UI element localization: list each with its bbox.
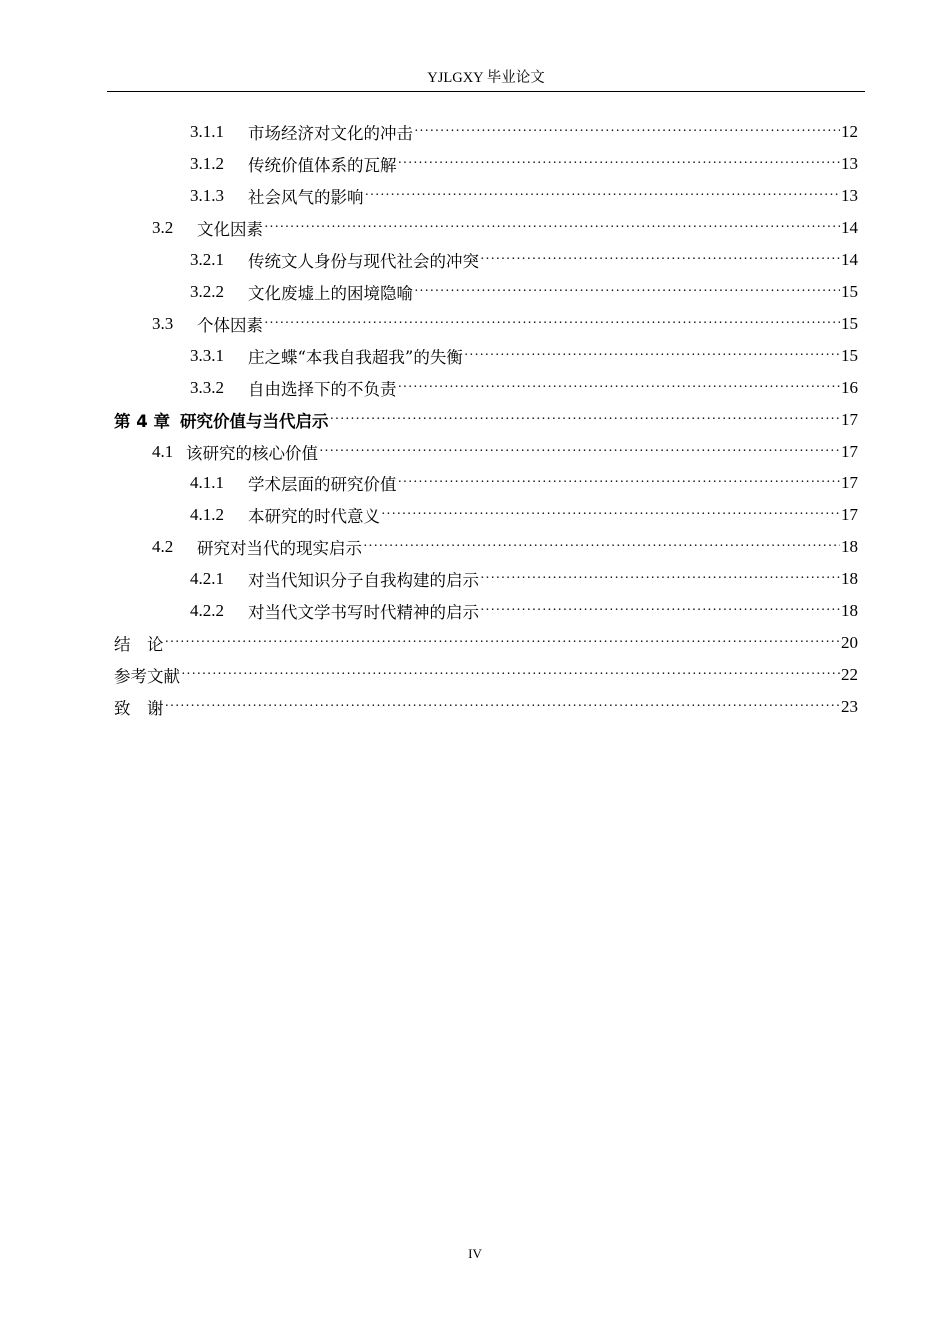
- toc-entry-number: 4.2.1: [190, 569, 224, 589]
- toc-entry: [114, 692, 858, 722]
- toc-entry: [190, 277, 858, 307]
- toc-entry-number: 4.2: [152, 537, 174, 557]
- dot-leader: [381, 507, 840, 523]
- dot-leader: [264, 220, 840, 236]
- toc-entry-number: 4.1.1: [190, 473, 224, 493]
- toc-entry: [190, 149, 858, 179]
- toc-entry-title: 文化因素: [197, 219, 263, 239]
- toc-entry: [190, 181, 858, 211]
- toc-entry-page: 18: [841, 601, 858, 621]
- toc-entry-number: 3.3.1: [190, 345, 224, 365]
- toc-entry-number: 3.1.1: [190, 122, 224, 141]
- dot-leader: [398, 156, 841, 172]
- dot-leader: [464, 348, 840, 364]
- toc-entry: [190, 500, 858, 530]
- dot-leader: [330, 412, 841, 428]
- toc-entry-title: 个体因素: [197, 315, 263, 335]
- toc-entry-title: 该研究的核心价值: [186, 443, 318, 463]
- toc-entry-page: 23: [841, 697, 858, 717]
- dot-leader: [363, 539, 840, 555]
- toc-entry-title: 结 论: [114, 635, 164, 655]
- dot-leader: [181, 667, 840, 683]
- toc-entry: [152, 532, 858, 562]
- toc-entry-title: 本研究的时代意义: [248, 507, 380, 527]
- toc-entry: [152, 309, 858, 339]
- page-header: YJLGXY 毕业论文: [427, 70, 545, 86]
- toc-entry: [190, 245, 858, 275]
- toc-entry-page: 17: [841, 505, 858, 525]
- toc-entry-number: 4.2.2: [190, 601, 224, 621]
- toc-entry-number: 3.2.1: [190, 249, 224, 269]
- dot-leader: [165, 699, 841, 715]
- toc-entry-number: 3.2.2: [190, 281, 224, 301]
- dot-leader: [414, 284, 840, 300]
- dot-leader: [480, 252, 840, 268]
- dot-leader: [365, 188, 841, 204]
- toc-entry: [190, 564, 858, 594]
- toc-entry-number: 3.1.2: [190, 153, 224, 173]
- dot-leader: [165, 635, 841, 651]
- toc-entry-number: 3.3: [152, 313, 174, 333]
- toc-entry: [114, 405, 858, 435]
- toc-entry-number: 3.2: [152, 217, 174, 237]
- toc-entry: [190, 373, 858, 403]
- toc-entry-number: 4.1: [152, 441, 174, 461]
- toc-entry-title: 参考文献: [114, 667, 180, 687]
- toc-entry-title: 学术层面的研究价值: [248, 475, 397, 495]
- toc-entry-page: 14: [841, 217, 858, 237]
- dot-leader: [480, 571, 840, 587]
- toc-entry-page: 17: [841, 473, 858, 493]
- toc-entry-title: 传统文人身份与现代社会的冲突: [248, 251, 479, 271]
- dot-leader: [319, 444, 840, 460]
- toc-entry-page: 12: [841, 122, 858, 141]
- toc-entry-page: 13: [841, 185, 858, 205]
- toc-entry-title: 自由选择下的不负责: [248, 379, 397, 399]
- toc-entry-page: 15: [841, 313, 858, 333]
- toc-entry-title: 社会风气的影响: [248, 187, 364, 207]
- toc-entry-page: 13: [841, 153, 858, 173]
- toc-entry-title: 对当代文学书写时代精神的启示: [248, 603, 479, 623]
- toc-entry-page: 18: [841, 537, 858, 557]
- toc-entry-title: 市场经济对文化的冲击: [248, 124, 413, 143]
- toc-entry-page: 20: [841, 633, 858, 653]
- toc-entry: [190, 596, 858, 626]
- toc-entry: [152, 213, 858, 243]
- page-number: IV: [468, 1246, 482, 1261]
- dot-leader: [398, 380, 841, 396]
- dot-leader: [398, 475, 841, 491]
- toc-entry-page: 17: [841, 441, 858, 461]
- toc-entry-page: 18: [841, 569, 858, 589]
- toc-entry-title: 庄之蝶“本我自我超我”的失衡: [248, 347, 463, 367]
- toc-entry-page: 15: [841, 281, 858, 301]
- toc-entry-title: 研究价值与当代启示: [180, 411, 329, 431]
- toc-entry: [114, 660, 858, 690]
- toc-entry: [190, 468, 858, 498]
- toc-entry-number: 3.3.2: [190, 377, 224, 397]
- dot-leader: [414, 124, 840, 140]
- toc-entry: [190, 341, 858, 371]
- toc-entry-page: 15: [841, 345, 858, 365]
- toc-entry-page: 16: [841, 377, 858, 397]
- toc-entry-title: 致 谢: [114, 699, 164, 719]
- toc-entry: [190, 117, 858, 147]
- toc-entry: [152, 437, 858, 467]
- toc-entry-page: 22: [841, 665, 858, 685]
- toc-entry-number: 3.1.3: [190, 185, 224, 205]
- dot-leader: [264, 316, 840, 332]
- toc-entry-title: 研究对当代的现实启示: [197, 539, 362, 559]
- dot-leader: [480, 603, 840, 619]
- toc-entry-title: 传统价值体系的瓦解: [248, 155, 397, 175]
- toc-entry-title: 文化废墟上的困境隐喻: [248, 283, 413, 303]
- toc-entry-page: 14: [841, 249, 858, 269]
- toc-entry: [114, 628, 858, 658]
- toc-entry-number: 4.1.2: [190, 505, 224, 525]
- toc-entry-title: 对当代知识分子自我构建的启示: [248, 571, 479, 591]
- toc-entry-number: 第 4 章: [114, 411, 170, 431]
- toc-entry-page: 17: [841, 409, 858, 429]
